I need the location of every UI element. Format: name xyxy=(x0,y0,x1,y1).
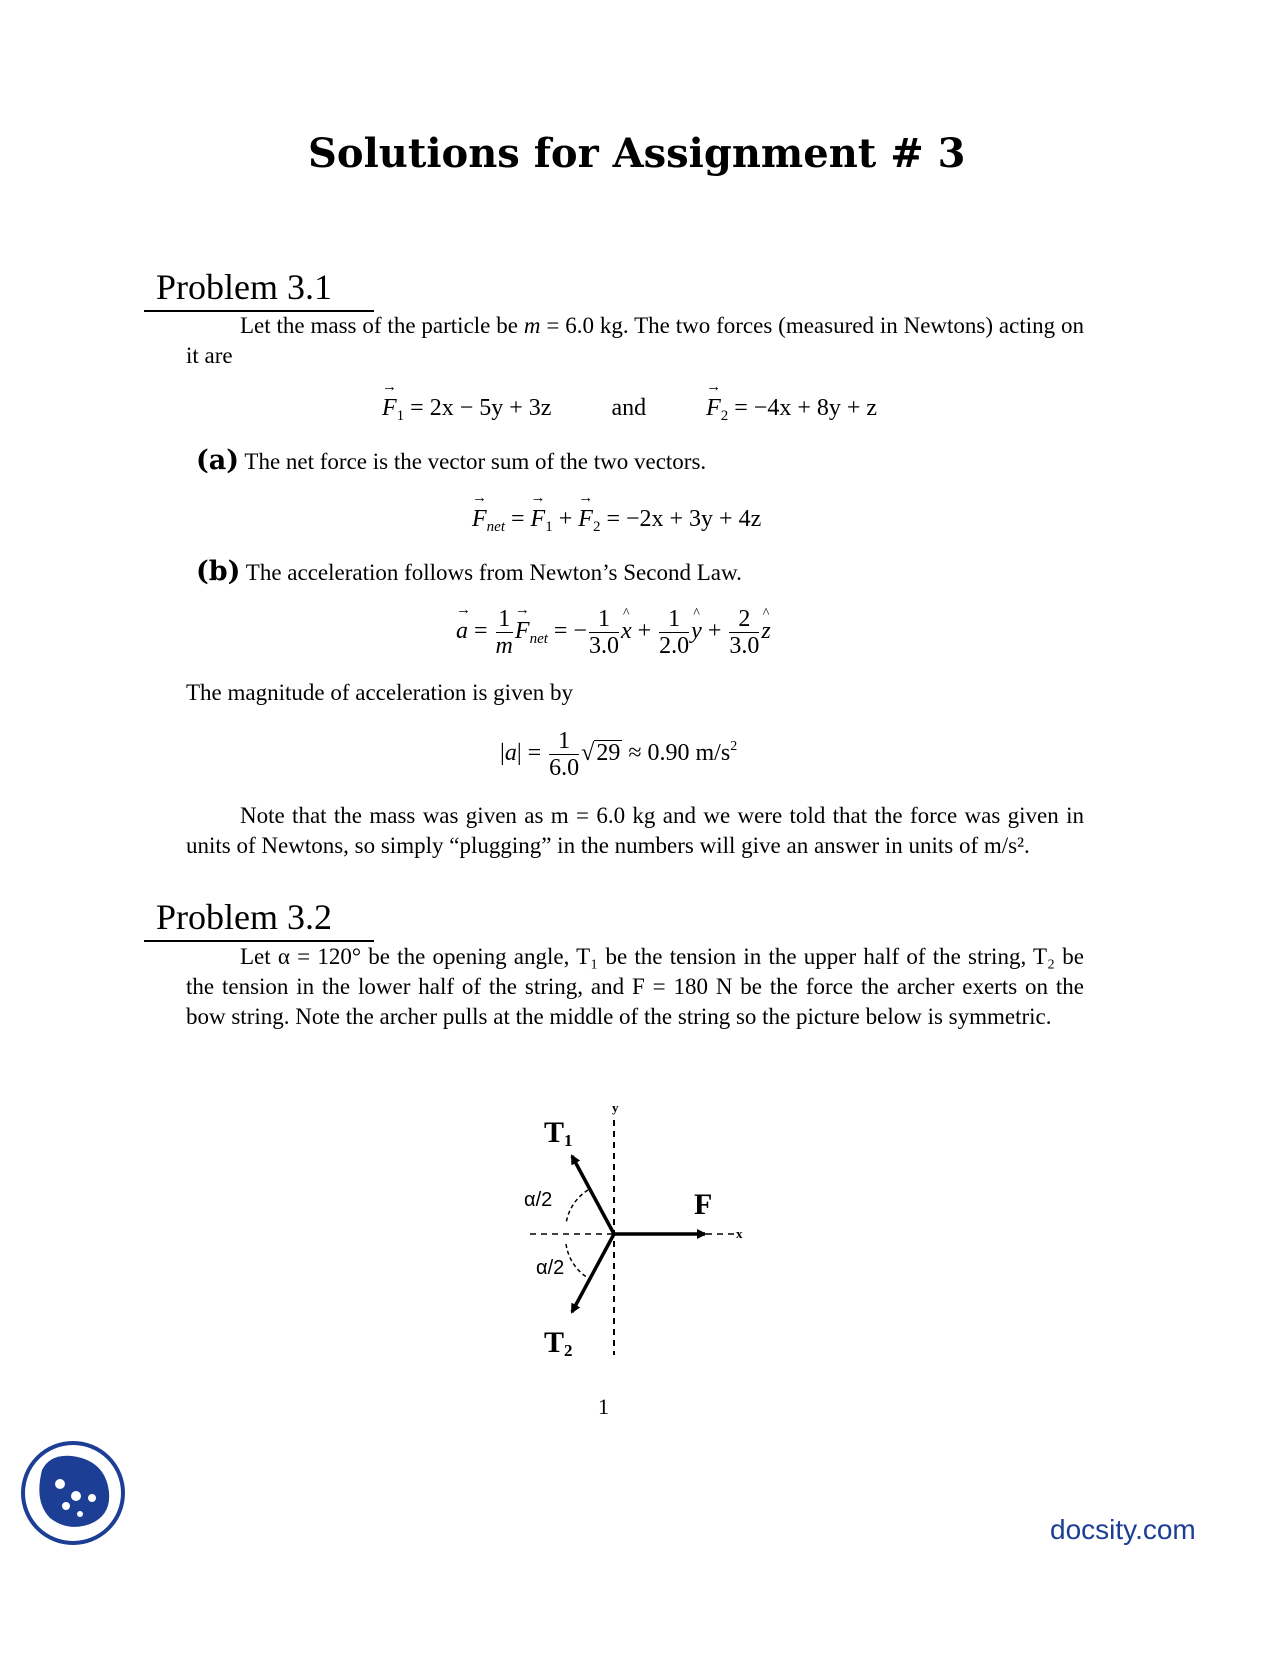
problem-3-1-heading: Problem 3.1 xyxy=(144,266,374,312)
page-number: 1 xyxy=(598,1394,609,1419)
magnitude-text: The magnitude of acceleration is given by xyxy=(186,680,574,705)
tension-t1-arrow xyxy=(572,1156,614,1234)
docsity-watermark[interactable]: docsity.com xyxy=(1050,1514,1196,1545)
forces-equation: → $F_1 = 2x - 5y + 3z$ and → $F_2 = -4x + 8y + z$ xyxy=(382,395,877,425)
label-angle-lower: α/2 xyxy=(536,1257,565,1279)
docsity-logo-icon[interactable] xyxy=(20,1440,126,1546)
acceleration-equation: → a = $\frac{1}{m}$ → $F_{net}$ = − $\frac{1}{3.0}$ ^ x + $\frac{1}{2.0}$ ^ y + $\frac{2}{3.0}$ ^ z xyxy=(456,606,771,659)
magnitude-equation: |a| = $\frac{1}{6.0}$ √29 ≈ 0.90 $m/s^2$ xyxy=(500,728,738,781)
page-title: Solutions for Assignment # 3 xyxy=(308,130,966,177)
angle-arc-lower xyxy=(566,1244,588,1278)
problem-3-1-note: Note that the mass was given as m = 6.0 kg and we were told that the force was given in units of Newtons, so simply “plugging” in the numbers will give an answer in units of m/s². xyxy=(186,803,1084,858)
part-a: (a) The net force is the vector sum of the two vectors. xyxy=(196,445,707,476)
tension-t2-arrow xyxy=(572,1234,614,1312)
label-y: y xyxy=(612,1100,619,1115)
label-t1: T1 xyxy=(544,1116,573,1150)
problem-3-2-text: Let α = 120° be the opening angle, T₁ be the tension in the upper half of the string, T₂ be the tension in the lower half of the string, and F = 180 N be the force the archer exerts on the bow string. Note the archer pulls at the middle of the string so the picture below is symmetric. xyxy=(186,944,1084,1029)
label-x: x xyxy=(736,1226,743,1241)
net-force-equation: → $F_{net}$ = → $F_1$ + → $F_2 = -2x + 3y + 4z$ xyxy=(472,506,761,536)
label-t2: T2 xyxy=(544,1326,573,1360)
part-b: (b) The acceleration follows from Newton’s Second Law. xyxy=(196,556,742,587)
force-diagram xyxy=(500,1090,780,1380)
problem-3-1-intro: Let the mass of the particle be m = 6.0 kg. The two forces (measured in Newtons) acting on it are xyxy=(186,313,1084,368)
label-f: F xyxy=(694,1188,713,1221)
label-angle-upper: α/2 xyxy=(524,1189,553,1211)
problem-3-2-heading: Problem 3.2 xyxy=(144,896,374,942)
angle-arc-upper xyxy=(566,1190,588,1224)
